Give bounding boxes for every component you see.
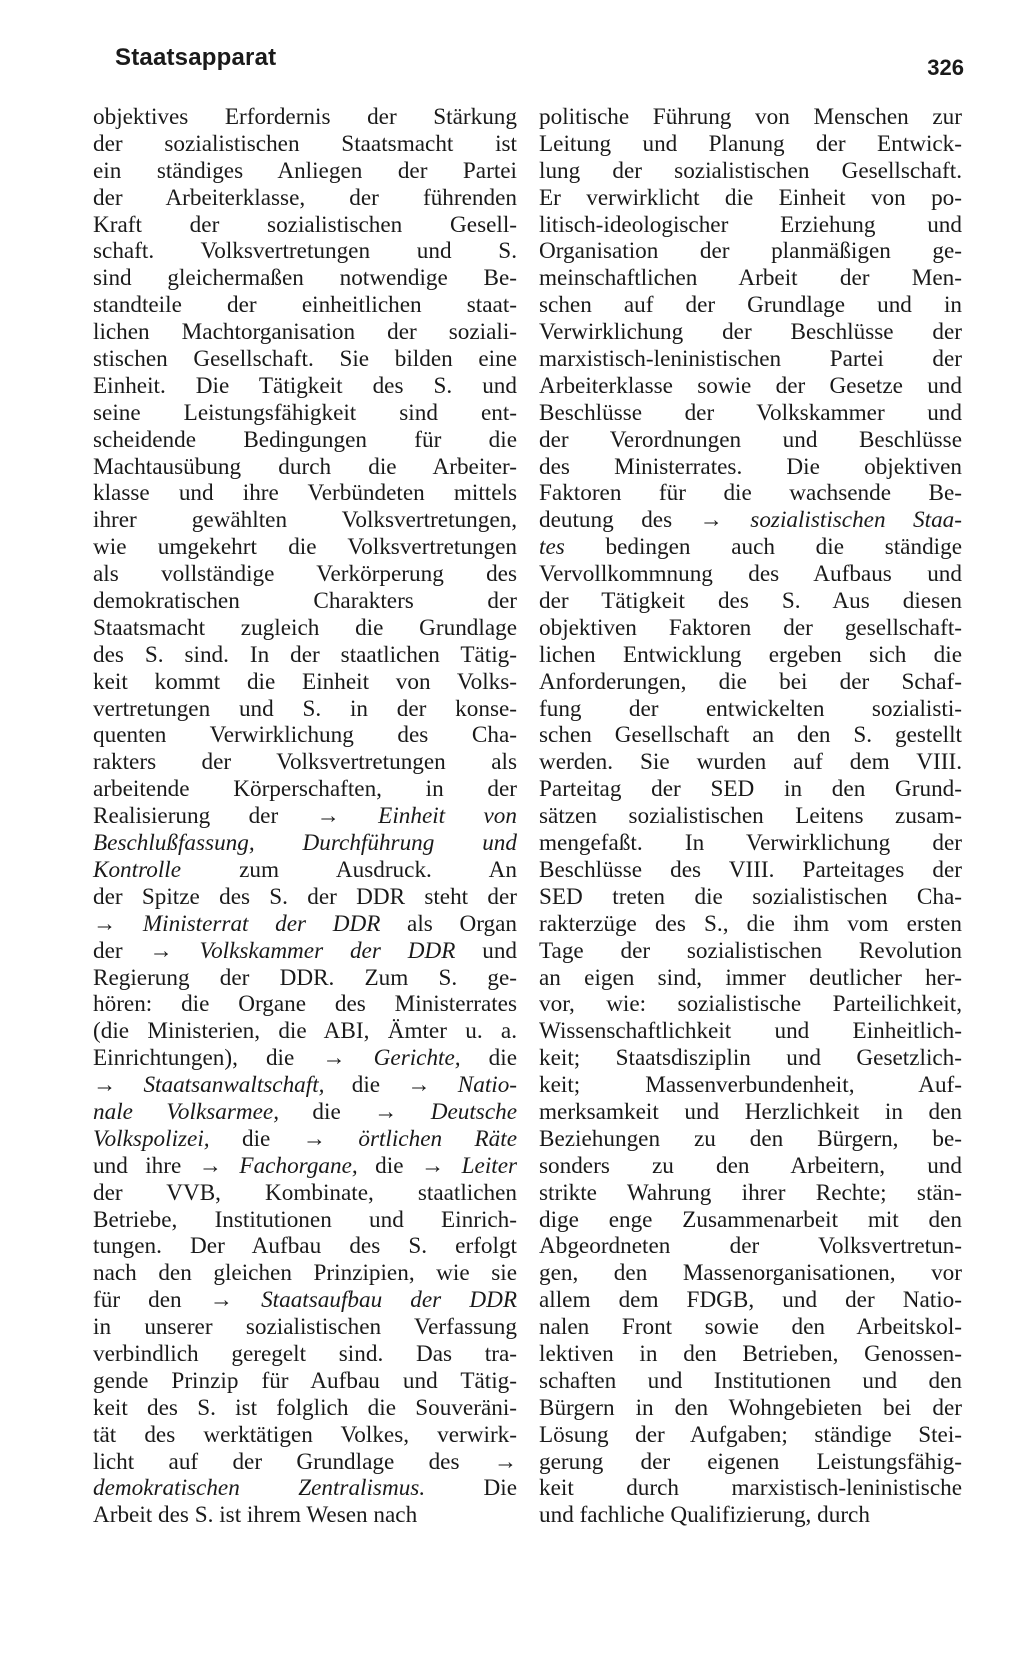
text-segment: merksamkeit und Herzlichkeit in den [539,1098,962,1125]
cross-reference-term: Staatsaufbau der DDR [261,1287,517,1314]
text-line [93,212,517,239]
text-line [93,534,517,561]
text-segment: die [279,1098,375,1125]
text-line [93,1449,517,1476]
text-line [539,991,962,1018]
text-segment: Abgeordneten der Volksvertretun- [539,1233,962,1260]
text-line [539,722,962,749]
text-segment: Arbeiterklasse sowie der Gesetze und [539,372,962,399]
text-segment: keit kommt die Einheit von Volks- [93,668,517,695]
text-line [93,265,517,292]
text-line [539,1072,962,1099]
text-segment: allem dem FDGB, und der Natio- [539,1287,962,1314]
text-line [539,830,962,857]
cross-reference-term: Gerichte, [373,1045,461,1072]
text-segment: der Spitze des S. der DDR steht der [93,883,517,910]
text-line [93,1422,517,1449]
text-segment: politische Führung von Menschen zur [539,104,962,130]
text-segment: Wissenschaftlichkeit und Einheitlich- [539,1018,962,1045]
text-line [93,1153,517,1180]
text-line [539,480,962,507]
text-segment: sätzen sozialistischen Leitens zusam- [539,803,962,830]
text-segment: gerung der eigenen Leistungsfähig- [539,1448,962,1475]
cross-reference-arrow: → [420,1152,462,1179]
text-line [93,1126,517,1153]
text-line [539,588,962,615]
text-segment: werden. Sie wurden auf dem VIII. [539,749,962,776]
text-line [93,507,517,534]
left-text-column [93,104,517,1529]
text-line [93,400,517,427]
text-segment: als Organ [380,910,518,937]
text-line [93,1287,517,1314]
text-line [93,1368,517,1395]
cross-reference-term: Ministerrat der DDR [142,910,381,937]
text-line [539,158,962,185]
text-line [93,1207,517,1234]
text-line [539,1422,962,1449]
text-segment: Tage der sozialistischen Revolution [539,937,962,964]
cross-reference-term: Volkspolizei, [93,1125,210,1152]
text-segment: der VVB, Kombinate, staatlichen [93,1179,517,1206]
cross-reference-arrow: → [699,507,751,534]
text-segment: mengefaßt. In Verwirklichung der [539,830,962,857]
text-line [93,1072,517,1099]
text-segment: für den [93,1287,210,1314]
cross-reference-term: sozialistischen Staa- [750,507,962,534]
text-line [539,669,962,696]
text-line [93,1233,517,1260]
text-line [93,696,517,723]
text-segment: ein ständiges Anliegen der Partei [93,157,517,184]
text-segment: gen, den Massenorganisationen, vor [539,1260,962,1287]
text-line [539,104,962,131]
text-line [539,1502,962,1529]
text-line [93,991,517,1018]
text-segment: rakterzüge des S., die ihm vom ersten [539,910,962,937]
cross-reference-term: demokratischen Zentralismus. [93,1475,426,1502]
text-segment: SED treten die sozialistischen Cha- [539,883,962,910]
cross-reference-term: örtlichen Räte [358,1125,517,1152]
text-line [93,1018,517,1045]
cross-reference-term: Beschlußfassung, Durchführung und [93,830,517,857]
text-segment: Beziehungen zu den Bürgern, be- [539,1125,962,1152]
text-line [539,561,962,588]
text-line [539,507,962,534]
text-line [93,1099,517,1126]
cross-reference-arrow: → [149,937,200,964]
text-line [93,158,517,185]
text-segment: lichen Entwicklung ergeben sich die [539,641,962,668]
text-segment: scheidende Bedingungen für die [93,426,517,453]
text-segment: dige enge Zusammenarbeit mit den [539,1206,962,1233]
text-line [93,911,517,938]
text-line [539,696,962,723]
text-segment: demokratischen Charakters der [93,588,517,615]
text-line [539,749,962,776]
text-segment: und ihre [93,1152,199,1179]
cross-reference-term: tes [539,534,565,561]
text-line [93,642,517,669]
text-line [539,1018,962,1045]
text-segment: wie umgekehrt die Volksvertretungen [93,534,517,561]
text-segment: vertretungen und S. in der konse- [93,695,517,722]
text-segment: schaft. Volksvertretungen und S. [93,238,517,265]
text-segment: objektives Erfordernis der Stärkung [93,104,517,130]
text-segment: stischen Gesellschaft. Sie bilden eine [93,346,517,373]
cross-reference-arrow: → [209,1287,262,1314]
text-segment: meinschaftlichen Arbeit der Men- [539,265,962,292]
cross-reference-arrow: → [316,803,379,830]
text-line [93,238,517,265]
text-line [539,1314,962,1341]
text-line [539,1287,962,1314]
text-segment: die [209,1125,303,1152]
text-line [93,803,517,830]
text-segment: und fachliche Qualifizierung, durch [539,1502,870,1529]
text-segment: rakters der Volksvertretungen als [93,749,517,776]
text-line [539,212,962,239]
text-line [539,1395,962,1422]
text-line [93,1260,517,1287]
text-segment: der Arbeiterklasse, der führenden [93,184,517,211]
text-line [93,776,517,803]
text-line [539,1207,962,1234]
text-line [93,1314,517,1341]
text-line [93,292,517,319]
text-line [539,911,962,938]
text-line [539,238,962,265]
text-segment: Die [425,1475,517,1502]
text-line [539,965,962,992]
text-line [93,1502,517,1529]
text-segment: die [460,1045,518,1072]
text-line [93,561,517,588]
text-line [539,1260,962,1287]
cross-reference-arrow: → [93,910,143,937]
text-segment: Parteitag der SED in den Grund- [539,776,962,803]
text-segment: Faktoren für die wachsende Be- [539,480,962,507]
text-segment: Einheit. Die Tätigkeit des S. und [93,372,517,399]
text-segment: quenten Verwirklichung des Cha- [93,722,517,749]
text-segment: hören: die Organe des Ministerrates [93,991,517,1018]
text-segment: Vervollkommnung des Aufbaus und [539,561,962,588]
text-segment: Einrichtungen), die [93,1045,323,1072]
text-segment: Er verwirklicht die Einheit von po- [539,184,962,211]
text-segment: deutung des [539,507,700,534]
text-line [93,722,517,749]
text-segment: Leitung und Planung der Entwick- [539,130,962,157]
running-head-title: Staatsapparat [115,44,277,71]
text-segment: Staatsmacht zugleich die Grundlage [93,614,517,641]
text-segment: licht auf der Grundlage des [93,1448,494,1475]
text-segment: und [455,937,517,964]
text-line [539,615,962,642]
text-segment: objektiven Faktoren der gesellschaft- [539,614,962,641]
text-line [539,400,962,427]
text-segment: Verwirklichung der Beschlüsse der [539,319,962,346]
text-line [539,534,962,561]
text-line [539,1099,962,1126]
text-segment: an eigen sind, immer deutlicher her- [539,964,962,991]
text-segment: Beschlüsse der Volkskammer und [539,399,962,426]
text-segment: als vollständige Verkörperung des [93,561,517,588]
text-line [539,857,962,884]
text-segment: lichen Machtorganisation der soziali- [93,319,517,346]
text-line [539,1126,962,1153]
cross-reference-arrow: → [93,1072,144,1099]
text-line [539,1180,962,1207]
text-line [93,884,517,911]
text-line [93,319,517,346]
text-line [93,1180,517,1207]
text-segment: Organisation der planmäßigen ge- [539,238,962,265]
text-segment: sonders zu den Arbeitern, und [539,1152,962,1179]
text-line [93,427,517,454]
cross-reference-term: Deutsche [430,1098,518,1125]
text-line [93,669,517,696]
text-segment: sind gleichermaßen notwendige Be- [93,265,517,292]
text-segment: Bürgern in den Wohngebieten bei der [539,1394,962,1421]
text-line [539,292,962,319]
text-line [539,265,962,292]
text-segment: Arbeit des S. ist ihrem Wesen nach [93,1502,418,1529]
text-line [93,346,517,373]
text-line [539,454,962,481]
text-line [93,104,517,131]
text-line [539,346,962,373]
text-segment: (die Ministerien, die ABI, Ämter u. a. [93,1018,517,1045]
cross-reference-term: nale Volksarmee, [93,1098,280,1125]
text-line [539,427,962,454]
text-segment: zum Ausdruck. An [181,856,517,883]
text-segment: Lösung der Aufgaben; ständige Stei- [539,1421,962,1448]
text-line [539,185,962,212]
text-line [539,1449,962,1476]
text-line [539,1153,962,1180]
text-line [93,1341,517,1368]
text-segment: arbeitende Körperschaften, in der [93,776,517,803]
text-line [539,1475,962,1502]
text-segment: schaften und Institutionen und den [539,1367,962,1394]
text-segment: Beschlüsse des VIII. Parteitages der [539,856,962,883]
text-segment: nach den gleichen Prinzipien, wie sie [93,1260,517,1287]
cross-reference-arrow: → [374,1098,431,1125]
text-segment: der Tätigkeit des S. Aus diesen [539,588,962,615]
cross-reference-arrow: → [322,1045,374,1072]
text-line [539,373,962,400]
text-segment: tungen. Der Aufbau des S. erfolgt [93,1233,517,1260]
text-line [93,857,517,884]
right-text-column [539,104,962,1529]
text-segment: Realisierung der [93,803,317,830]
text-line [539,642,962,669]
text-line [539,319,962,346]
text-segment: litisch-ideologischer Erziehung und [539,211,962,238]
text-line [539,938,962,965]
text-segment: tät des werktätigen Volkes, verwirk- [93,1421,517,1448]
text-segment: schen Gesellschaft an den S. gestellt [539,722,962,749]
text-segment: Anforderungen, die bei der Schaf- [539,668,962,695]
text-segment: Regierung der DDR. Zum S. ge- [93,964,517,991]
text-segment: in unserer sozialistischen Verfassung [93,1314,517,1341]
text-line [93,965,517,992]
page-number: 326 [927,55,964,80]
text-line [539,884,962,911]
text-segment: lektiven in den Betrieben, Genossen- [539,1340,962,1367]
text-line [93,938,517,965]
text-segment: die [324,1072,408,1099]
text-line [539,1233,962,1260]
text-segment: der sozialistischen Staatsmacht ist [93,130,517,157]
text-segment: klasse und ihre Verbündeten mittels [93,480,517,507]
text-segment: die [357,1152,421,1179]
text-line [539,776,962,803]
text-segment: nalen Front sowie den Arbeitskol- [539,1314,962,1341]
cross-reference-arrow: → [407,1072,458,1099]
text-segment: vor, wie: sozialistische Parteilichkeit, [539,991,962,1018]
text-segment: des Ministerrates. Die objektiven [539,453,962,480]
text-segment: standteile der einheitlichen staat- [93,292,517,319]
text-segment: strikte Wahrung ihrer Rechte; stän- [539,1179,962,1206]
text-line [539,131,962,158]
text-segment: lung der sozialistischen Gesellschaft. [539,157,962,184]
text-segment: Betriebe, Institutionen und Einrich- [93,1206,517,1233]
text-segment: fung der entwickelten sozialisti- [539,695,962,722]
text-line [93,1045,517,1072]
text-line [93,749,517,776]
cross-reference-term: Volkskammer der DDR [199,937,456,964]
text-segment: der [93,937,150,964]
cross-reference-arrow: → [493,1448,517,1475]
cross-reference-term: Leiter [461,1152,518,1179]
text-segment: keit durch marxistisch-leninistische [539,1475,962,1502]
cross-reference-term: Kontrolle [93,856,182,883]
text-line [93,1475,517,1502]
text-line [93,830,517,857]
text-segment: keit; Massenverbundenheit, Auf- [539,1072,962,1099]
cross-reference-term: Staatsanwaltschaft, [143,1072,325,1099]
text-segment: ihrer gewählten Volksvertretungen, [93,507,517,534]
text-segment: der Verordnungen und Beschlüsse [539,426,962,453]
text-line [93,185,517,212]
cross-reference-arrow: → [302,1125,359,1152]
text-line [93,615,517,642]
text-segment: verbindlich geregelt sind. Das tra- [93,1340,517,1367]
text-segment: Kraft der sozialistischen Gesell- [93,211,517,238]
text-segment: gende Prinzip für Aufbau und Tätig- [93,1367,517,1394]
text-segment: seine Leistungsfähigkeit sind ent- [93,399,517,426]
text-segment: marxistisch-leninistischen Partei der [539,346,962,373]
text-line [93,1395,517,1422]
cross-reference-term: Einheit von [378,803,517,830]
text-line [93,454,517,481]
text-line [93,588,517,615]
text-segment: Machtausübung durch die Arbeiter- [93,453,517,480]
cross-reference-arrow: → [198,1152,240,1179]
text-line [539,1045,962,1072]
text-line [539,1368,962,1395]
text-segment: des S. sind. In der staatlichen Tätig- [93,641,517,668]
text-line [539,1341,962,1368]
cross-reference-term: Fachorgane, [239,1152,358,1179]
text-line [93,480,517,507]
text-line [93,373,517,400]
text-segment: bedingen auch die ständige [564,534,962,561]
text-segment: keit; Staatsdisziplin und Gesetzlich- [539,1045,962,1072]
cross-reference-term: Natio- [457,1072,518,1099]
text-line [93,131,517,158]
text-segment: schen auf der Grundlage und in [539,292,962,319]
text-line [539,803,962,830]
text-segment: keit des S. ist folglich die Souveräni- [93,1394,517,1421]
